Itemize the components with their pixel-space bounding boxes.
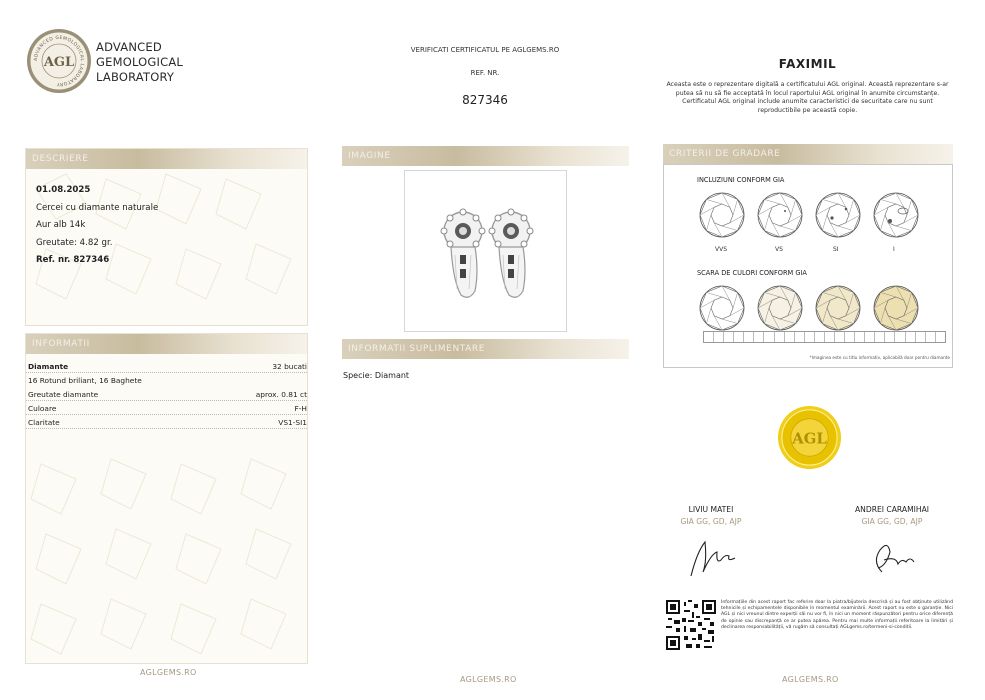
info-key: Claritate xyxy=(28,418,60,427)
signature-2 xyxy=(862,532,922,582)
information-panel xyxy=(25,333,308,664)
information-table xyxy=(26,360,308,430)
signatory-name-2: ANDREI CARAMIHAI xyxy=(854,505,930,514)
product-image xyxy=(404,170,567,332)
description-panel xyxy=(25,148,308,326)
info-key: 16 Rotund briliant, 16 Baghete xyxy=(28,376,142,385)
legal-disclaimer: Informațiile din acest raport fac referire doar la piatra/bijuteria descrisă și au fost obținute utilizând tehnicile și echipamentele disponibile în momentul examinării. Acest raport nu este o garanție. Nici AGL și nici vreunul dintre experții săi nu vor fi, în nici un moment răspunzători pentru orice diferență de opinie sau discrepanță ce ar putea apărea. Pentru mai multe informații referitoare la limitări și declinarea responsabilității, vă rugăm să consultați AGLgems.ro/termeni-si-conditii. xyxy=(721,600,953,630)
grading-heading: CRITERII DE GRADARE xyxy=(663,144,953,164)
info-value: aprox. 0.81 ct xyxy=(255,390,307,399)
footer-url-3[interactable]: AGLGEMS.RO xyxy=(782,675,839,684)
item-description: Cercei cu diamante naturale xyxy=(36,202,159,213)
color-scale-title: SCARA DE CULORI CONFORM GIA xyxy=(697,269,807,277)
signatory-name-1: LIVIU MATEI xyxy=(688,505,734,514)
verify-link-text[interactable]: VERIFICATI CERTIFICATUL PE AGLGEMS.RO xyxy=(410,46,560,54)
footer-url-1[interactable]: AGLGEMS.RO xyxy=(140,668,197,677)
agl-logo-seal xyxy=(26,28,92,94)
grading-note: *Imaginea este cu titlu informativ, aplicabilă doar pentru diamante xyxy=(809,355,950,360)
certificate-date: 01.08.2025 xyxy=(36,185,91,195)
supplementary-heading: INFORMATII SUPLIMENTARE xyxy=(342,339,629,359)
info-row xyxy=(26,374,308,388)
ref-label: REF. NR. xyxy=(470,69,500,77)
info-row xyxy=(26,360,308,374)
item-weight: Greutate: 4.82 gr. xyxy=(36,237,113,248)
info-value: VS1-SI1 xyxy=(278,418,307,427)
info-row xyxy=(26,402,308,416)
seal-monogram: AGL xyxy=(43,55,75,70)
signatory-credentials-1: GIA GG, GD, AJP xyxy=(680,517,742,526)
info-value: F-H xyxy=(294,404,307,413)
item-ref: Ref. nr. 827346 xyxy=(36,255,110,265)
info-key: Culoare xyxy=(28,404,57,413)
gold-seal-monogram: AGL xyxy=(792,430,827,448)
info-key: Greutate diamante xyxy=(28,390,99,399)
lab-name-line-1: ADVANCED xyxy=(96,40,162,54)
image-heading: IMAGINE xyxy=(342,146,629,166)
faximil-title: FAXIMIL xyxy=(778,57,837,71)
faximil-text: Aceasta este o reprezentare digitală a certificatului AGL original. Această reprezentare s-ar putea să nu să fie acceptată în locul raportului AGL original în anumite circumstanțe. Certificatul AGL original include anumite caracteristici de securitate care nu sunt reproductibile pe această copie. xyxy=(666,81,949,114)
clarity-label-si: SI xyxy=(833,246,839,253)
lab-name-line-3: LABORATORY xyxy=(96,70,175,84)
gold-seal-icon xyxy=(777,405,842,470)
description-heading: DESCRIERE xyxy=(26,149,307,169)
species-text: Specie: Diamant xyxy=(343,371,410,380)
qr-code[interactable] xyxy=(666,600,716,650)
clarity-label-i: I xyxy=(893,246,895,253)
lab-name xyxy=(96,40,183,85)
clarity-gem-vs xyxy=(758,193,802,237)
footer-url-2[interactable]: AGLGEMS.RO xyxy=(460,675,517,684)
color-scale-bar xyxy=(703,331,946,343)
clarity-gem-i xyxy=(874,193,918,237)
info-key: Diamante xyxy=(28,362,69,371)
clarity-label-vvs: VVS xyxy=(715,246,728,253)
earrings-illustration xyxy=(405,171,568,333)
signature-1 xyxy=(683,532,743,582)
inclusions-title: INCLUZIUNI CONFORM GIA xyxy=(697,176,785,184)
item-metal: Aur alb 14k xyxy=(36,220,86,230)
clarity-gem-si xyxy=(816,193,860,237)
information-heading: INFORMATII xyxy=(26,334,307,354)
signatory-credentials-2: GIA GG, GD, AJP xyxy=(861,517,923,526)
info-row xyxy=(26,416,308,430)
info-value: 32 bucati xyxy=(272,362,307,371)
info-row xyxy=(26,388,308,402)
clarity-label-vs: VS xyxy=(775,246,783,253)
lab-name-line-2: GEMOLOGICAL xyxy=(96,55,184,69)
clarity-gem-vvs xyxy=(700,193,744,237)
ref-value: 827346 xyxy=(462,93,508,107)
seal-ring-text: ADVANCED GEMOLOGICAL LABORATORY xyxy=(33,35,85,87)
